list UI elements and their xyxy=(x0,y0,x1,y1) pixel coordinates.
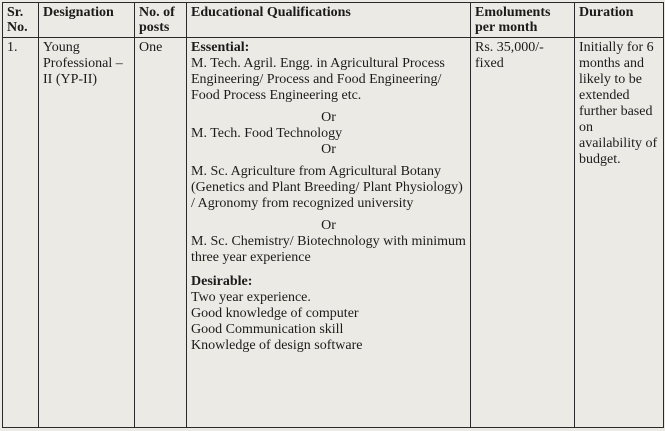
header-emoluments: Emoluments per month xyxy=(471,3,575,38)
cell-emoluments: Rs. 35,000/- fixed xyxy=(471,38,575,428)
table-row xyxy=(3,38,664,428)
header-designation: Designation xyxy=(39,3,135,38)
desirable-item: Good Communication skill xyxy=(191,322,344,337)
desirable-item: Two year experience. xyxy=(191,290,311,305)
cell-duration: Initially for 6 months and likely to be extended further based on availability of budget. xyxy=(575,38,664,428)
desirable-item: Knowledge of design software xyxy=(191,338,363,353)
cell-educational-qualifications xyxy=(187,38,471,428)
or-separator-3: Or xyxy=(321,218,336,233)
table-header-row xyxy=(3,3,664,38)
header-duration: Duration xyxy=(575,3,664,38)
or-separator-2: Or xyxy=(321,142,336,157)
job-details-table xyxy=(2,2,664,428)
desirable-title: Desirable: xyxy=(191,274,253,289)
cell-no-of-posts: One xyxy=(135,38,187,428)
desirable-item: Good knowledge of computer xyxy=(191,306,359,321)
essential-title: Essential: xyxy=(191,40,250,55)
cell-sr-no: 1. xyxy=(3,38,39,428)
qualification-option-4: M. Sc. Chemistry/ Biotechnology with minimum three year experience xyxy=(191,234,466,265)
qualification-option-2: M. Tech. Food Technology xyxy=(191,126,343,141)
header-no-of-posts: No. of posts xyxy=(135,3,187,38)
qualification-option-1: M. Tech. Agril. Engg. in Agricultural Process Engineering/ Process and Food Engineering/ Food Process Engineering etc. xyxy=(191,56,445,103)
or-separator-1: Or xyxy=(321,110,336,125)
qualification-option-3: M. Sc. Agriculture from Agricultural Botany (Genetics and Plant Breeding/ Plant Physiology) / Agronomy from recognized university xyxy=(191,164,463,211)
header-educational-qualifications: Educational Qualifications xyxy=(187,3,471,38)
header-sr-no: Sr. No. xyxy=(3,3,39,38)
cell-designation: Young Professional – II (YP-II) xyxy=(39,38,135,428)
